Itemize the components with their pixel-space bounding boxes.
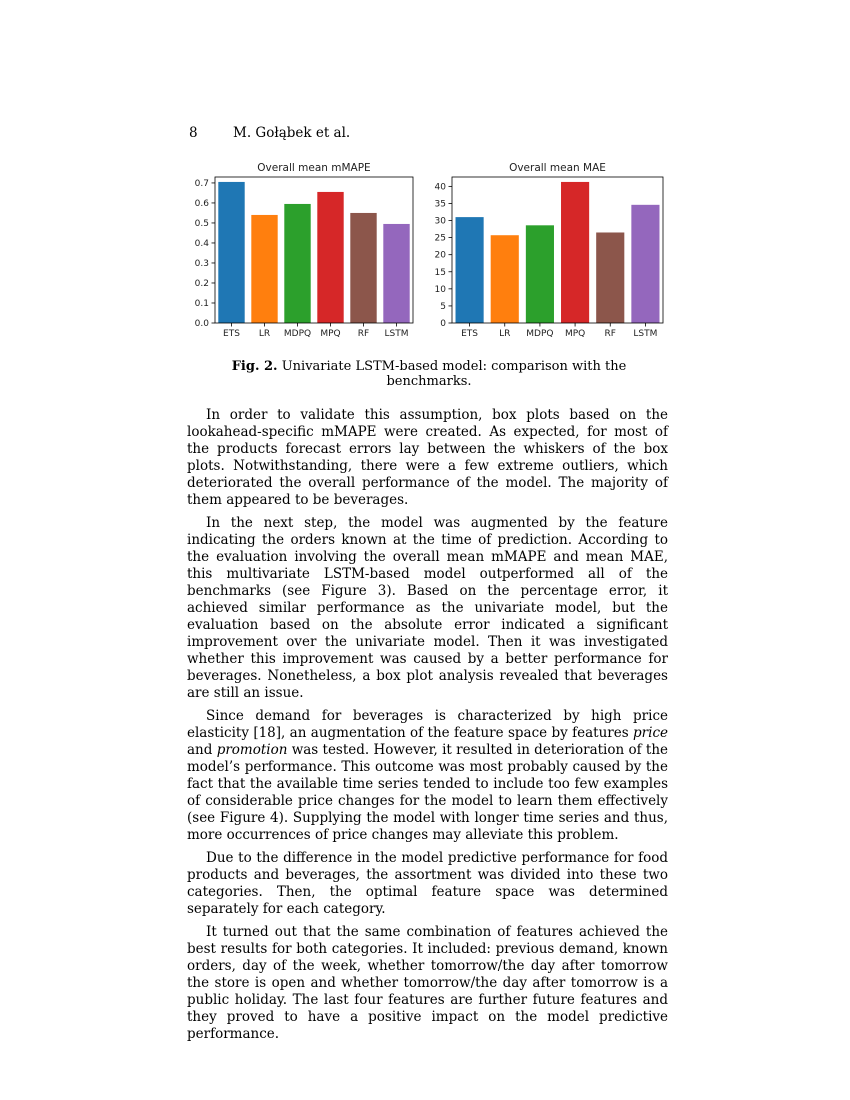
x-tick-label: RF [604,329,616,339]
y-tick-label: 10 [434,284,446,295]
y-tick-label: 0.1 [194,298,209,309]
bar-rf [596,232,624,323]
y-tick-label: 0.5 [194,218,209,229]
running-header [189,125,350,141]
y-tick-label: 35 [434,199,446,210]
y-tick-label: 0 [440,319,446,329]
paragraph-2: In the next step, the model was augmented by the feature indicating the orders known at the time of prediction. According to the evaluation involving the overall mean mMAPE and mean MAE, this multivariate LSTM-based model outperformed all of the benchmarks (see Figure 3). Based on the percentage error, it achieved similar performance as the univariate model, but the evaluation based on the absolute error indicated a significant improvement over the univariate model. Then it was investigated whether this improvement was caused by a better performance for beverages. Nonetheless, a box plot analysis revealed that beverages are still an issue. [187,515,668,701]
x-tick-label: MDPQ [526,329,554,339]
y-tick-label: 30 [434,216,446,227]
bar-lr [491,235,519,323]
x-tick-label: LSTM [384,329,409,339]
x-tick-label: MPQ [564,329,586,339]
mmape-chart-svg [190,160,420,340]
term-promotion: promotion [216,742,288,758]
bar-mpq [561,182,589,323]
paragraph-3-part-a: Since demand for beverages is characterized by high price elasticity [18], an augmentation of the feature space by features [187,708,668,741]
bar-lstm [383,224,409,323]
x-tick-label: RF [357,329,370,339]
mae-chart-svg [423,160,668,340]
x-tick-label: LR [499,329,511,339]
y-tick-label: 0.6 [194,198,209,209]
y-tick-label: 0.0 [194,319,209,329]
y-tick-label: 0.7 [194,178,209,189]
y-tick-label: 5 [440,301,446,312]
running-authors: M. Gołąbek et al. [233,125,351,141]
bar-mdpq [284,204,310,323]
y-tick-label: 20 [434,250,446,261]
paragraph-3-part-b: was tested. However, it resulted in deterioration of the model’s performance. This outcome was most probably caused by the fact that the available time series tended to include too few examples of considerable price changes for the model to learn them effectively (see Figure 4). Supplying the model with longer time series and thus, more occurrences of price changes may alleviate this problem. [187,742,669,843]
bar-rf [350,213,376,323]
bar-lstm [631,205,659,323]
mmape-chart [190,160,420,340]
y-tick-label: 0.4 [194,238,209,249]
paragraph-5: It turned out that the same combination of features achieved the best results for both categories. It included: previous demand, known orders, day of the week, whether tomorrow/the day after tomorrow the store is open and whether tomorrow/the day after tomorrow is a public holiday. The last four features are further future features and they proved to have a positive impact on the model predictive performance. [187,924,668,1042]
bar-ets [218,182,244,323]
paragraph-1: In order to validate this assumption, box plots based on the lookahead-specific mMAPE were created. As expected, for most of the products forecast errors lay between the whiskers of the box plots. Notwithstanding, there were a few extreme outliers, which deteriorated the overall performance of the model. The majority of them appeared to be beverages. [187,407,668,508]
bar-lr [251,215,277,323]
y-tick-label: 40 [434,182,446,193]
mae-chart [423,160,668,340]
page-number: 8 [189,125,198,141]
x-tick-label: MDPQ [283,329,312,339]
x-tick-label: MPQ [320,329,341,339]
x-tick-label: LSTM [633,329,658,339]
term-price: price [633,725,668,741]
bar-ets [456,217,484,323]
body-text [187,407,668,1049]
paragraph-4: Due to the difference in the model predictive performance for food products and beverages, the assortment was divided into these two categories. Then, the optimal feature space was determined separately for each category. [187,850,668,917]
x-tick-label: ETS [461,329,479,339]
paragraph-3-and: and [187,742,217,758]
figure-caption [189,359,669,389]
x-tick-label: LR [258,329,271,339]
y-tick-label: 25 [434,233,446,244]
y-tick-label: 0.3 [194,258,209,269]
chart-title: Overall mean MAE [509,162,606,174]
figure-label: Fig. 2. [231,359,278,374]
bar-mdpq [526,225,554,323]
bar-mpq [317,192,343,323]
y-tick-label: 0.2 [194,278,209,289]
y-tick-label: 15 [434,267,446,278]
chart-title: Overall mean mMAPE [257,162,371,174]
figure-caption-text: Univariate LSTM-based model: comparison with the benchmarks. [281,359,627,389]
x-tick-label: ETS [223,329,240,339]
paragraph-3 [187,708,668,844]
